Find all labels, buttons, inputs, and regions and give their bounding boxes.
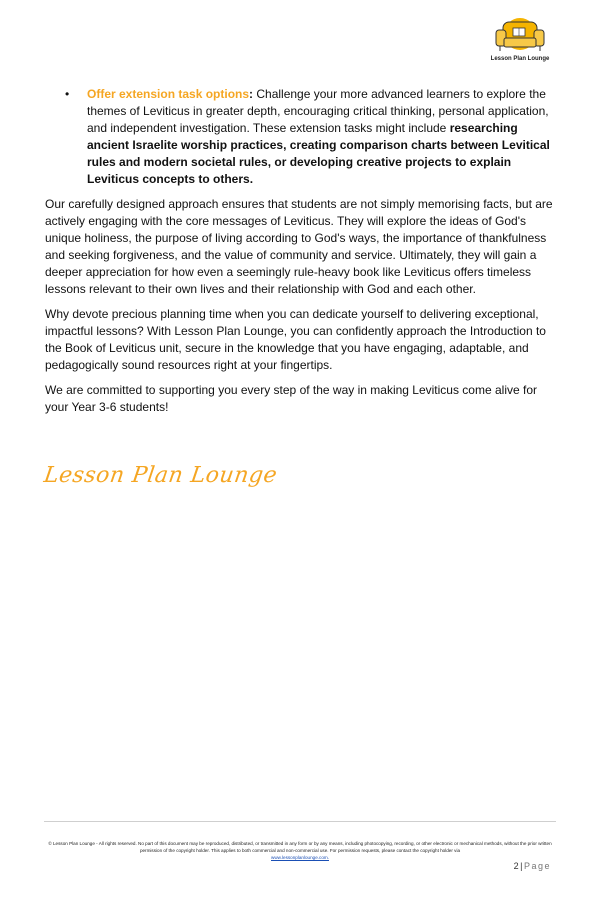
footer-copyright xyxy=(44,840,556,861)
page-number-value: 2 xyxy=(513,861,521,871)
footer-divider xyxy=(44,821,556,822)
bullet-marker: • xyxy=(65,87,70,101)
page-separator: | xyxy=(520,861,524,871)
paragraph-commitment: We are committed to supporting you every step of the way in making Leviticus come alive for your Year 3-6 students! xyxy=(45,383,538,414)
bullet-colon: : xyxy=(249,87,254,101)
signature: Lesson Plan Lounge xyxy=(42,463,279,488)
brand-logo xyxy=(487,14,553,66)
document-body xyxy=(45,86,557,424)
bullet-bold-text: researching ancient Israelite worship practices, creating comparison charts between Levitical rules and modern societal rules, or developing creative projects to explain Leviticus concepts to others. xyxy=(87,121,550,186)
sofa-icon xyxy=(487,14,553,58)
bullet-text: Challenge your more advanced learners to explore the themes of Leviticus in greater depth, encouraging critical thinking, personal application, and independent investigation. These extension tasks might include xyxy=(87,87,549,135)
bullet-lead: Offer extension task options xyxy=(87,87,250,101)
page-label: Page xyxy=(523,861,551,871)
paragraph-approach: Our carefully designed approach ensures that students are not simply memorising facts, but are actively engaging with the core messages of Leviticus. They will explore the ideas of God's unique holiness, the purpose of living according to God's ways, the importance of thankfulness and seeking forgiveness, and the value of community and service. Ultimately, they will gain a deeper appreciation for how even a seemingly rule-heavy book like Leviticus offers timeless lessons relevant to their own lives and their relationship with God and each other. xyxy=(45,197,553,296)
footer-website-link[interactable]: www.lessonplanlounge.com. xyxy=(271,855,329,860)
paragraph-planning: Why devote precious planning time when you can dedicate yourself to delivering exceptional, impactful lessons? With Lesson Plan Lounge, you can confidently approach the Introduction to the Book of Leviticus unit, secure in the knowledge that you have engaging, adaptable, and pedagogically sound resources right at your fingertips. xyxy=(45,307,546,372)
bullet-item-extension xyxy=(45,86,557,188)
logo-caption: Lesson Plan Lounge xyxy=(490,56,550,62)
copyright-text: © Lesson Plan Lounge - All rights reserved. No part of this document may be reproduced, distributed, or transmitted in any form or by any means, including photocopying, recording, or other electronic or mechanical methods, without the prior written permission of the copyright holder. This applies to both commercial and non-commercial use. For permission requests, please contact the copyright holder via xyxy=(48,841,552,853)
page-number xyxy=(514,861,551,871)
